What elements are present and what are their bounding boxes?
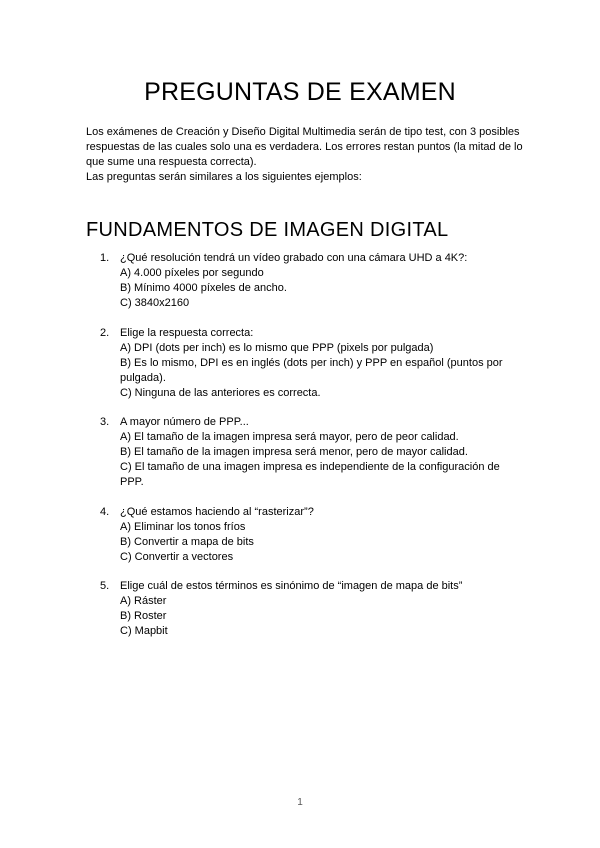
answer-option: C) 3840x2160 <box>120 297 190 309</box>
question-number: 5. <box>100 580 110 592</box>
question-number: 1. <box>100 252 110 264</box>
answer-options <box>120 430 526 490</box>
question-number: 2. <box>100 326 110 339</box>
question-5 <box>86 579 526 639</box>
answer-option: A) El tamaño de la imagen impresa será mayor, pero de peor calidad. <box>120 431 459 443</box>
question-number: 4. <box>100 505 110 518</box>
answer-option: C) Ninguna de las anteriores es correcta. <box>120 386 321 399</box>
question-text: A mayor número de PPP... <box>120 416 249 428</box>
answer-option: A) Ráster <box>120 595 167 607</box>
question-1 <box>86 251 526 311</box>
answer-option: C) Convertir a vectores <box>120 550 234 563</box>
answer-option: B) El tamaño de la imagen impresa será menor, pero de mayor calidad. <box>120 446 468 458</box>
question-list <box>86 251 526 654</box>
question-number: 3. <box>100 416 110 428</box>
question-2 <box>86 326 526 401</box>
question-text: Elige cuál de estos términos es sinónimo de “imagen de mapa de bits” <box>120 580 463 592</box>
page-number: 1 <box>297 797 303 808</box>
question-text: ¿Qué resolución tendrá un vídeo grabado con una cámara UHD a 4K?: <box>120 252 468 264</box>
answer-option: B) Roster <box>120 610 167 622</box>
answer-option: B) Es lo mismo, DPI es en inglés (dots per inch) y PPP en español (puntos por pulgada). <box>120 356 503 384</box>
answer-options <box>120 594 526 639</box>
question-text: ¿Qué estamos haciendo al “rasterizar”? <box>120 505 314 518</box>
answer-option: A) 4.000 píxeles por segundo <box>120 267 264 279</box>
intro-paragraph: Las preguntas serán similares a los siguientes ejemplos: <box>86 171 362 183</box>
section-title: FUNDAMENTOS DE IMAGEN DIGITAL <box>86 219 449 241</box>
intro-text <box>86 125 526 185</box>
answer-options <box>120 520 526 565</box>
answer-option: B) Mínimo 4000 píxeles de ancho. <box>120 282 287 294</box>
page-title: PREGUNTAS DE EXAMEN <box>144 78 456 106</box>
question-text: Elige la respuesta correcta: <box>120 326 254 339</box>
intro-paragraph: Los exámenes de Creación y Diseño Digital Multimedia serán de tipo test, con 3 posibles respuestas de las cuales solo una es verdadera. Los errores restan puntos (la mitad de lo que sume una respuesta correcta). <box>86 126 523 168</box>
answer-option: C) El tamaño de una imagen impresa es independiente de la configuración de PPP. <box>120 461 500 488</box>
answer-option: A) Eliminar los tonos fríos <box>120 520 246 533</box>
answer-options <box>120 266 526 311</box>
answer-option: B) Convertir a mapa de bits <box>120 535 254 548</box>
answer-option: C) Mapbit <box>120 625 168 637</box>
answer-options <box>120 341 526 401</box>
question-3 <box>86 415 526 490</box>
question-4 <box>86 505 526 565</box>
answer-option: A) DPI (dots per inch) es lo mismo que PPP (pixels por pulgada) <box>120 341 434 354</box>
